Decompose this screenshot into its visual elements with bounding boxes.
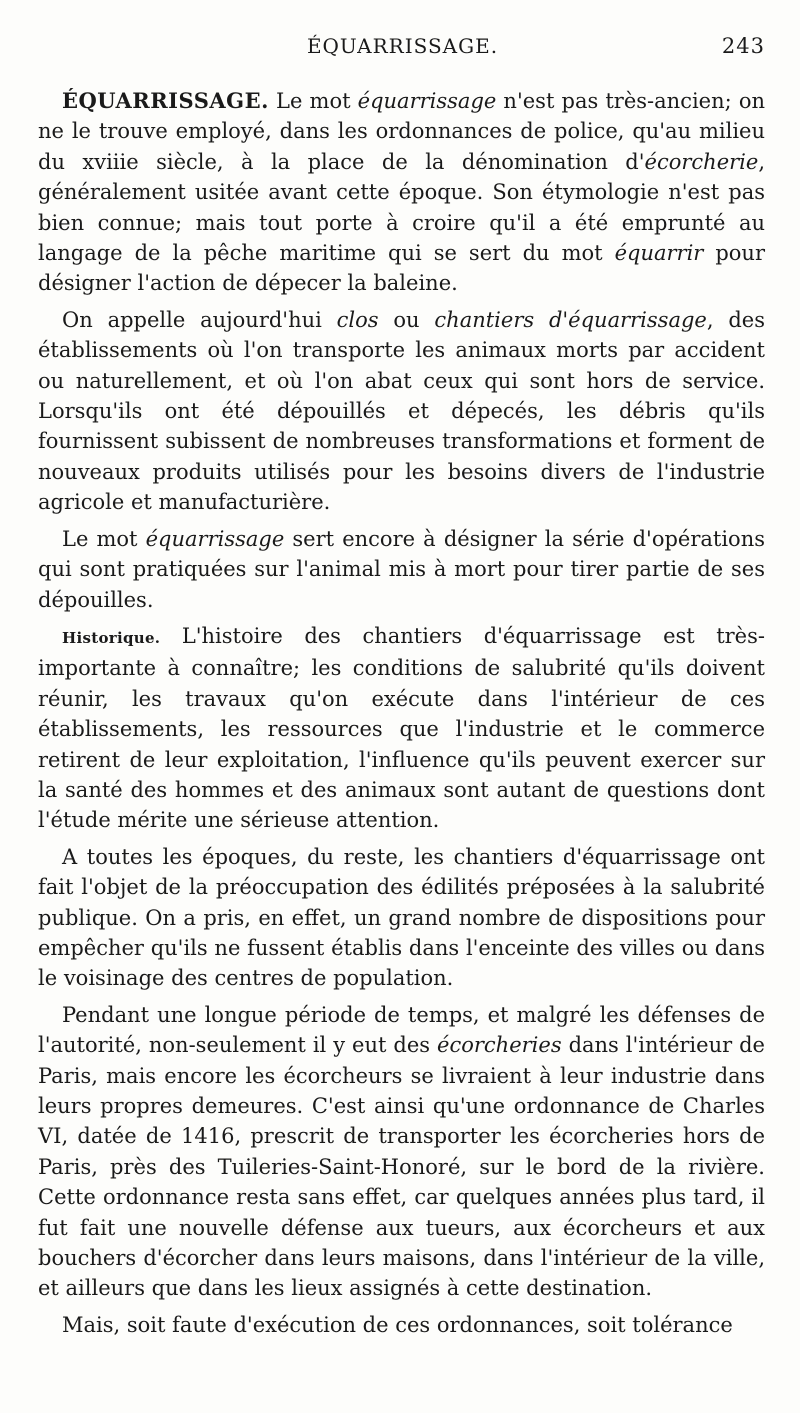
text-run: pour désigner l'action de dépecer la baleine. xyxy=(38,241,766,296)
text-run: sert encore à désigner la série d'opérations qui sont pratiquées sur l'animal mis à mort pour tirer partie de ses dépouilles. xyxy=(38,526,766,612)
italic-term: équarrissage xyxy=(145,526,285,551)
italic-term: écorcherie xyxy=(644,149,759,174)
text-run: dans l'intérieur de Paris, mais encore les écorcheurs se livraient à leur industrie dans leurs propres demeures. C'est ainsi qu'une ordonnance de Charles VI, datée de 1416, prescrit de transporter les écorcheries hors de Paris, près des Tuileries-Saint-Honoré, sur le bord de la rivière. Cette ordonnance resta sans effet, car quelques années plus tard, il fut fait une nouvelle défense aux tueurs, aux écorcheurs et aux bouchers d'écorcher dans leurs maisons, dans l'intérieur de la ville, et ailleurs que dans les lieux assignés à cette destination. xyxy=(38,1033,765,1301)
section-heading: Historique. xyxy=(62,628,161,647)
italic-term: clos xyxy=(336,307,379,332)
article-headword: ÉQUARRISSAGE. xyxy=(62,88,269,113)
italic-term: écorcheries xyxy=(437,1033,562,1058)
paragraph xyxy=(38,1310,765,1340)
text-run: n'est pas très-ancien; on ne le trouve employé, dans les ordonnances de police, qu'au milieu du xviiie siècle, à la place de la dénomination d' xyxy=(38,89,765,174)
text-run: , des établissements où l'on transporte les animaux morts par accident ou naturellement, et où l'on abat ceux qui sont hors de service. Lorsqu'ils ont été dépouillés et dépecés, les débris qu'ils fournissent subissent de nombreuses transformations et forment de nouveaux produits utilisés pour les besoins divers de l'industrie agricole et manufacturière. xyxy=(38,307,765,515)
paragraph xyxy=(38,305,765,518)
text-run: Le mot xyxy=(62,526,146,551)
paragraph xyxy=(38,1000,765,1304)
running-title: ÉQUARRISSAGE. xyxy=(306,34,499,58)
paragraph xyxy=(38,842,765,994)
italic-term: équarrissage xyxy=(357,89,497,113)
text-run: Pendant une longue période de temps, et malgré les défenses de l'autorité, non-seulement il y eut des xyxy=(38,1002,765,1058)
italic-term: équarrir xyxy=(614,241,704,266)
body-text xyxy=(38,86,765,1346)
text-run: On appelle aujourd'hui xyxy=(62,307,337,332)
paragraph xyxy=(38,86,765,299)
text-run: Mais, soit faute d'exécution de ces ordonnances, soit tolérance xyxy=(62,1312,733,1337)
text-run: L'histoire des chantiers d'équarrissage est très-importante à connaître; les conditions de salubrité qu'ils doivent réunir, les travaux qu'on exécute dans l'intérieur de ces établissements, les ressources que l'industrie et le commerce retirent de leur exploitation, l'influence qu'ils peuvent exercer sur la santé des hommes et des animaux sont autant de questions dont l'étude mérite une sérieuse attention. xyxy=(38,623,765,833)
page-number: 243 xyxy=(721,34,765,58)
running-head xyxy=(40,34,765,64)
text-run: , généralement usitée avant cette époque. Son étymologie n'est pas bien connue; mais tout porte à croire qu'il a été emprunté au langage de la pêche maritime qui se sert du mot xyxy=(38,149,765,266)
italic-term: chantiers d'équarrissage xyxy=(434,307,707,332)
text-run: ou xyxy=(378,307,435,332)
text-run: A toutes les époques, du reste, les chantiers d'équarrissage ont fait l'objet de la préoccupation des édilités préposées à la salubrité publique. On a pris, en effet, un grand nombre de dispositions pour empêcher qu'ils ne fussent établis dans l'enceinte des villes ou dans le voisinage des centres de population. xyxy=(38,844,765,991)
paragraph xyxy=(38,524,765,615)
text-run: Le mot xyxy=(268,89,358,113)
paragraph xyxy=(38,621,765,836)
